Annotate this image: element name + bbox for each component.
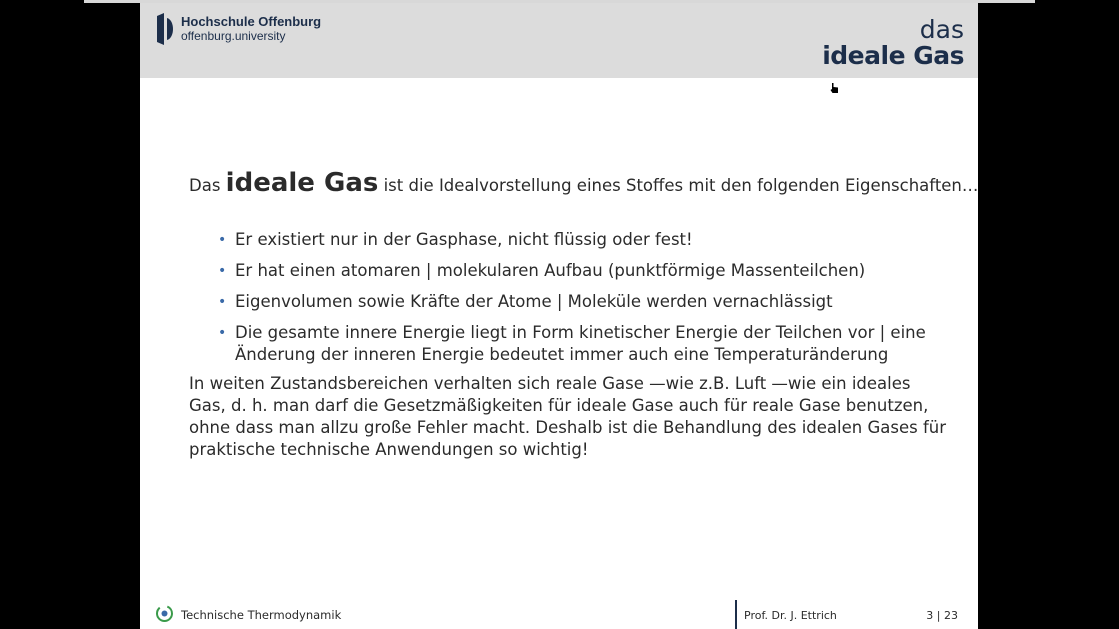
- explanation-paragraph: In weiten Zustandsbereichen verhalten sich reale Gase —wie z.B. Luft —wie ein ideales Gas, d. h. man darf die Gesetzmäßigkeiten für ideale Gase auch für reale Gase benutzen, ohne dass man allzu große Fehler macht. Deshalb ist die Behandlung des idealen Gases für praktische technische Anwendungen so wichtig!: [189, 374, 946, 459]
- list-item-text: Er existiert nur in der Gasphase, nicht flüssig oder fest!: [235, 230, 693, 249]
- list-item: [214, 229, 934, 251]
- list-item: [214, 291, 934, 313]
- bullet-marker: •: [218, 263, 227, 279]
- list-item: [214, 260, 934, 282]
- properties-list: [214, 229, 934, 375]
- page-number: 3 | 23: [926, 609, 958, 622]
- bullet-marker: •: [218, 294, 227, 310]
- hand-cursor-icon: [830, 83, 839, 93]
- footer-professor: Prof. Dr. J. Ettrich: [744, 609, 837, 622]
- intro-suffix: ist die Idealvorstellung eines Stoffes mit den folgenden Eigenschaften…: [378, 176, 978, 195]
- thermo-logo-icon: [155, 604, 174, 623]
- bullet-marker: •: [218, 325, 227, 341]
- list-item-text: Eigenvolumen sowie Kräfte der Atome | Moleküle werden vernachlässigt: [235, 292, 833, 311]
- footer-divider: [735, 600, 737, 629]
- institution-name: Hochschule Offenburg: [181, 14, 322, 29]
- institution-logo: [155, 12, 355, 48]
- list-item-text: Die gesamte innere Energie liegt in Form kinetischer Energie der Teilchen vor | eine Änderung der inneren Energie bedeutet immer auch eine Temperaturänderung: [235, 323, 926, 364]
- hochschule-logo-icon: [155, 12, 177, 46]
- list-item: [214, 322, 934, 366]
- presentation-slide: [140, 3, 978, 629]
- list-item-text: Er hat einen atomaren | molekularen Aufbau (punktförmige Massenteilchen): [235, 261, 866, 280]
- bullet-marker: •: [218, 232, 227, 248]
- slide-title-line2: ideale Gas: [822, 41, 964, 70]
- intro-prefix: Das: [189, 176, 226, 195]
- institution-url: offenburg.university: [181, 29, 286, 43]
- slide-header: [140, 3, 978, 78]
- footer-course-name: Technische Thermodynamik: [181, 608, 342, 622]
- intro-sentence: [189, 168, 978, 198]
- slide-title-line1: das: [919, 15, 964, 44]
- intro-emphasis: ideale Gas: [225, 168, 379, 198]
